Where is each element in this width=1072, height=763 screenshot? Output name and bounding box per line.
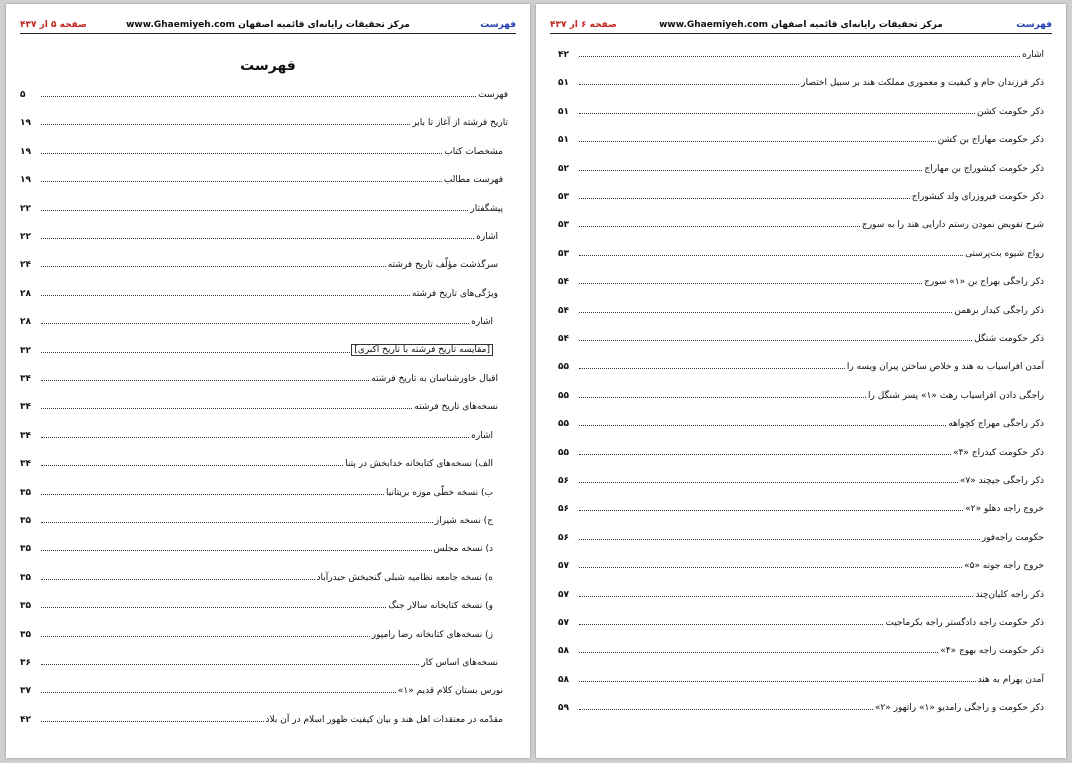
toc-entry-title: ذکر راجگی جیچند «۷»: [959, 476, 1044, 486]
dot-leader: [41, 636, 370, 637]
toc-entry-page-number: ۵۸: [558, 646, 569, 657]
dot-leader: [41, 465, 343, 466]
toc-entry-title: اشاره: [471, 430, 493, 441]
toc-entry-title: ذکر راجه کلیان‌چند: [975, 589, 1044, 600]
toc-entry-title: ز) نسخه‌های کتابخانه رضا رامپور: [371, 629, 493, 640]
toc-entry-title: ذکر راجگی کیدار برهمن: [954, 305, 1044, 316]
toc-entry-page-number: ۵۴: [558, 334, 569, 344]
toc-entry-page-number: ۵۳: [558, 220, 569, 231]
toc-entry-page-number: ۳۴: [20, 430, 31, 441]
toc-entry-page-number: ۵۸: [558, 674, 569, 685]
toc-entry-page-number: ۲۸: [20, 288, 31, 299]
toc-entry-title: ذکر حکومت شنگل: [974, 334, 1044, 344]
toc-entry[interactable]: [20, 398, 498, 412]
toc-entry-title: شرح تفویض نمودن رستم دارایی هند را به سورج: [861, 220, 1044, 231]
toc-entry-title: ذکر راجگی مهراج کچواهه: [948, 419, 1044, 430]
dot-leader: [579, 170, 922, 171]
toc-entry-page-number: ۳۶: [20, 658, 31, 668]
dot-leader: [579, 255, 963, 256]
toc-entry-page-number: ۵۱: [558, 135, 569, 146]
dot-leader: [41, 238, 474, 239]
toc-entry-page-number: ۵۵: [558, 362, 569, 373]
toc-entry-title: آمدن افراسیاب به هند و خلاص ساختن پیران ویسه را: [846, 362, 1044, 373]
toc-entry[interactable]: [20, 682, 503, 696]
toc-entry[interactable]: [558, 642, 1044, 656]
page-number-label: صفحه ۵ از ۴۳۷: [20, 20, 87, 30]
toc-entry-page-number: ۵۱: [558, 78, 569, 89]
dot-leader: [41, 124, 410, 125]
dot-leader: [579, 510, 963, 511]
dot-leader: [41, 692, 396, 693]
toc-entry-title: مقدّمه در معتقدات اهل هند و بیان کیفیت ظهور اسلام در آن بلاد: [265, 714, 503, 725]
toc-entry-page-number: ۵۶: [558, 476, 569, 486]
toc-entry-page-number: ۳۵: [20, 544, 31, 555]
toc-entry[interactable]: [20, 342, 493, 356]
document-page-right: [536, 4, 1066, 758]
toc-entry[interactable]: [20, 370, 498, 384]
toc-entry-title: الف) نسخه‌های کتابخانه خدابخش در پتنا: [345, 459, 493, 470]
toc-entry-page-number: ۱۹: [20, 118, 31, 129]
toc-entry[interactable]: [20, 427, 493, 441]
toc-entry-title: ج) نسخه شیراز: [434, 516, 493, 526]
toc-entry[interactable]: [558, 500, 1044, 514]
toc-entry[interactable]: [20, 200, 503, 214]
dot-leader: [579, 198, 910, 199]
toc-entry-title: راجگی دادن افراسیاب رهت «۱» پسر شنگل را: [868, 390, 1044, 401]
toc-entry-page-number: ۱۹: [20, 175, 31, 186]
toc-entry-title: ذکر حکومت کیدراج «۴»: [953, 447, 1044, 458]
dot-leader: [579, 226, 860, 227]
page-header: [20, 17, 516, 34]
dot-leader: [41, 380, 369, 381]
section-label: فهرست: [1016, 20, 1052, 30]
toc-entry-title: نسخه‌های اساس کار: [421, 658, 498, 668]
toc-entry[interactable]: [558, 444, 1044, 458]
toc-entry-title: فهرست: [478, 90, 508, 100]
toc-entry-title: [مقایسه تاریخ فرشته با تاریخ اکبری]: [351, 344, 493, 356]
toc-entry[interactable]: [20, 171, 503, 185]
dot-leader: [579, 539, 980, 540]
toc-entry-title: ویژگی‌های تاریخ فرشته: [411, 288, 498, 299]
toc-entry-title: خروج راجه جونه «۵»: [964, 561, 1044, 572]
toc-entry-page-number: ۳۵: [20, 572, 31, 583]
dot-leader: [579, 624, 883, 625]
toc-entry-title: سرگذشت مؤلّف تاریخ فرشته: [387, 260, 498, 271]
dot-leader: [41, 522, 433, 523]
dot-leader: [41, 437, 469, 438]
toc-entry[interactable]: [558, 273, 1044, 287]
dot-leader: [579, 652, 938, 653]
toc-entry-page-number: ۳۷: [20, 686, 31, 697]
toc-entry-page-number: ۲۲: [20, 203, 31, 214]
toc-entry-title: ه) نسخه جامعه نظامیه شبلی گنجبخش حیدرآباد: [316, 572, 493, 583]
toc-entry[interactable]: [558, 557, 1044, 571]
toc-entry[interactable]: [20, 114, 508, 128]
toc-entry-title: حکومت راجه‌فور: [981, 532, 1044, 543]
toc-entry-title: ذکر حکومت مهاراج بن کشن: [937, 135, 1044, 146]
page-number-label: صفحه ۶ از ۴۳۷: [550, 20, 617, 30]
dot-leader: [579, 397, 866, 398]
toc-entry-page-number: ۵۷: [558, 618, 569, 628]
site-label: مرکز تحقیقات رایانه‌ای قائمیه اصفهان www.Ghaemiyeh.com: [126, 20, 410, 30]
dot-leader: [41, 579, 315, 580]
dot-leader: [41, 721, 264, 722]
toc-entry[interactable]: [20, 143, 503, 157]
toc-entry[interactable]: [20, 455, 493, 469]
toc-entry-page-number: ۳۵: [20, 516, 31, 526]
toc-entry[interactable]: [20, 711, 503, 725]
dot-leader: [579, 368, 845, 369]
toc-entry-page-number: ۱۹: [20, 146, 31, 157]
toc-entry[interactable]: [558, 103, 1044, 117]
toc-entry[interactable]: [558, 245, 1044, 259]
toc-entry[interactable]: [558, 586, 1044, 600]
toc-entry-page-number: ۲۲: [20, 232, 31, 242]
toc-entry-page-number: ۳۴: [20, 402, 31, 413]
toc-entry-page-number: ۵۷: [558, 589, 569, 600]
toc-entry-title: د) نسخه مجلس: [433, 544, 493, 555]
toc-entry-title: ذکر حکومت کیشوراج بن مهاراج: [924, 163, 1044, 174]
dot-leader: [579, 454, 951, 455]
dot-leader: [41, 550, 432, 551]
dot-leader: [41, 494, 384, 495]
toc-entry-title: نورس بستان کلام قدیم «۱»: [397, 686, 503, 697]
toc-entry[interactable]: [20, 569, 493, 583]
dot-leader: [41, 352, 350, 353]
toc-entry-title: ذکر حکومت فیروزرای ولد کیشوراج: [911, 192, 1044, 202]
dot-leader: [41, 295, 410, 296]
toc-entry-page-number: ۵۴: [558, 277, 569, 288]
toc-entry-page-number: ۳۵: [20, 629, 31, 640]
toc-entry[interactable]: [20, 256, 498, 270]
toc-entry[interactable]: [558, 671, 1044, 685]
toc-entry-page-number: ۵۶: [558, 504, 569, 515]
toc-entry-title: رواج شیوه بت‌پرستی: [965, 248, 1044, 259]
toc-entry[interactable]: [20, 654, 498, 668]
toc-entry-title: آمدن بهرام به هند: [977, 674, 1044, 685]
toc-entry-title: تاریخ فرشته از آغاز تا بابر: [412, 118, 508, 129]
toc-entry-title: اقبال خاورشناسان به تاریخ فرشته: [371, 374, 498, 384]
toc-entry[interactable]: [20, 512, 493, 526]
toc-entry-title: ذکر حکومت و راجگی رامدیو «۱» راتهور «۲»: [874, 703, 1044, 714]
toc-entry-title: اشاره: [471, 317, 493, 328]
toc-entry[interactable]: [558, 472, 1044, 486]
toc-entry-title: اشاره: [1022, 50, 1044, 60]
toc-entry-title: ذکر راجگی بهراج بن «۱» سورج: [924, 277, 1044, 288]
toc-entry[interactable]: [558, 188, 1044, 202]
toc-entry[interactable]: [20, 285, 498, 299]
dot-leader: [41, 607, 386, 608]
toc-entry-page-number: ۳۴: [20, 459, 31, 470]
dot-leader: [579, 141, 936, 142]
toc-entry-page-number: ۵۵: [558, 447, 569, 458]
toc-entry[interactable]: [558, 46, 1044, 60]
document-page-left: [6, 4, 530, 758]
toc-entry-page-number: ۳۵: [20, 601, 31, 612]
toc-entry-title: ب) نسخه خطّی موزه بریتانیا: [386, 487, 493, 498]
toc-entry-page-number: ۴۲: [20, 714, 31, 725]
toc-entry[interactable]: [558, 699, 1044, 713]
toc-entry[interactable]: [20, 313, 493, 327]
toc-entry-page-number: ۳۵: [20, 487, 31, 498]
dot-leader: [579, 681, 976, 682]
dot-leader: [41, 664, 419, 665]
dot-leader: [579, 312, 952, 313]
toc-entry[interactable]: [20, 540, 493, 554]
toc-entry-page-number: ۵۱: [558, 106, 569, 117]
dot-leader: [579, 113, 975, 114]
toc-entry-title: مشخصات کتاب: [444, 146, 503, 157]
dot-leader: [41, 153, 442, 154]
toc-entry-title: اشاره: [476, 232, 498, 242]
toc-entry-title: خروج راجه دهلو «۲»: [965, 504, 1044, 515]
toc-entry-page-number: ۵۴: [558, 305, 569, 316]
dot-leader: [579, 596, 973, 597]
dot-leader: [41, 210, 468, 211]
toc-entry-page-number: ۵۳: [558, 248, 569, 259]
toc-entry[interactable]: [558, 529, 1044, 543]
toc-entry-page-number: ۳۴: [20, 374, 31, 384]
toc-entry-title: ذکر حکومت راجه دادگستر راجه بکرماجیت: [885, 618, 1044, 628]
dot-leader: [579, 84, 799, 85]
toc-entry[interactable]: [558, 160, 1044, 174]
toc-entry-page-number: ۵۷: [558, 561, 569, 572]
dot-leader: [579, 425, 946, 426]
toc-entry-page-number: ۵۳: [558, 192, 569, 202]
toc-entry[interactable]: [558, 614, 1044, 628]
dot-leader: [579, 567, 962, 568]
dot-leader: [579, 709, 873, 710]
toc-entry-title: ذکر فرزندان حام و کیفیت و معموری مملکت هند بر سبیل اختصار: [801, 78, 1044, 89]
toc-entry[interactable]: [558, 415, 1044, 429]
toc-entry[interactable]: [558, 330, 1044, 344]
toc-entry[interactable]: [20, 597, 493, 611]
site-label: مرکز تحقیقات رایانه‌ای قائمیه اصفهان www.Ghaemiyeh.com: [659, 20, 943, 30]
toc-entry-page-number: ۵۵: [558, 419, 569, 430]
dot-leader: [41, 266, 386, 267]
toc-entry-page-number: ۵: [20, 90, 26, 100]
toc-entry[interactable]: [20, 86, 508, 100]
toc-entry-page-number: ۵۶: [558, 532, 569, 543]
dot-leader: [579, 283, 922, 284]
toc-entry-page-number: ۲۸: [20, 317, 31, 328]
dot-leader: [41, 408, 412, 409]
toc-entry-title: فهرست مطالب: [443, 175, 503, 186]
toc-entry[interactable]: [20, 484, 493, 498]
dot-leader: [579, 340, 972, 341]
toc-entry[interactable]: [20, 228, 498, 242]
toc-entry-page-number: ۵۹: [558, 703, 569, 714]
toc-entry-page-number: ۵۵: [558, 390, 569, 401]
toc-entry-title: ذکر حکومت راجه بهوج «۴»: [940, 646, 1044, 657]
toc-entry-page-number: ۳۲: [20, 345, 31, 356]
toc-entry-title: ذکر حکومت کشن: [977, 106, 1044, 117]
toc-entry[interactable]: [558, 358, 1044, 372]
dot-leader: [41, 181, 442, 182]
toc-entry-page-number: ۵۲: [558, 163, 569, 174]
dot-leader: [41, 323, 469, 324]
page-header: [550, 17, 1052, 34]
toc-entry-page-number: ۲۴: [20, 260, 31, 271]
toc-entry[interactable]: [558, 387, 1044, 401]
toc-entry-title: پیشگفتار: [470, 203, 503, 214]
document-title: فهرست: [240, 58, 296, 74]
toc-entry[interactable]: [558, 302, 1044, 316]
toc-entry[interactable]: [20, 626, 493, 640]
section-label: فهرست: [480, 20, 516, 30]
toc-entry[interactable]: [558, 74, 1044, 88]
toc-entry[interactable]: [558, 131, 1044, 145]
toc-entry[interactable]: [558, 216, 1044, 230]
dot-leader: [41, 96, 476, 97]
toc-entry-page-number: ۴۲: [558, 50, 569, 60]
toc-entry-title: و) نسخه کتابخانه سالار جنگ: [388, 601, 493, 612]
toc-entry-title: نسخه‌های تاریخ فرشته: [414, 402, 498, 413]
dot-leader: [579, 482, 958, 483]
dot-leader: [579, 56, 1020, 57]
